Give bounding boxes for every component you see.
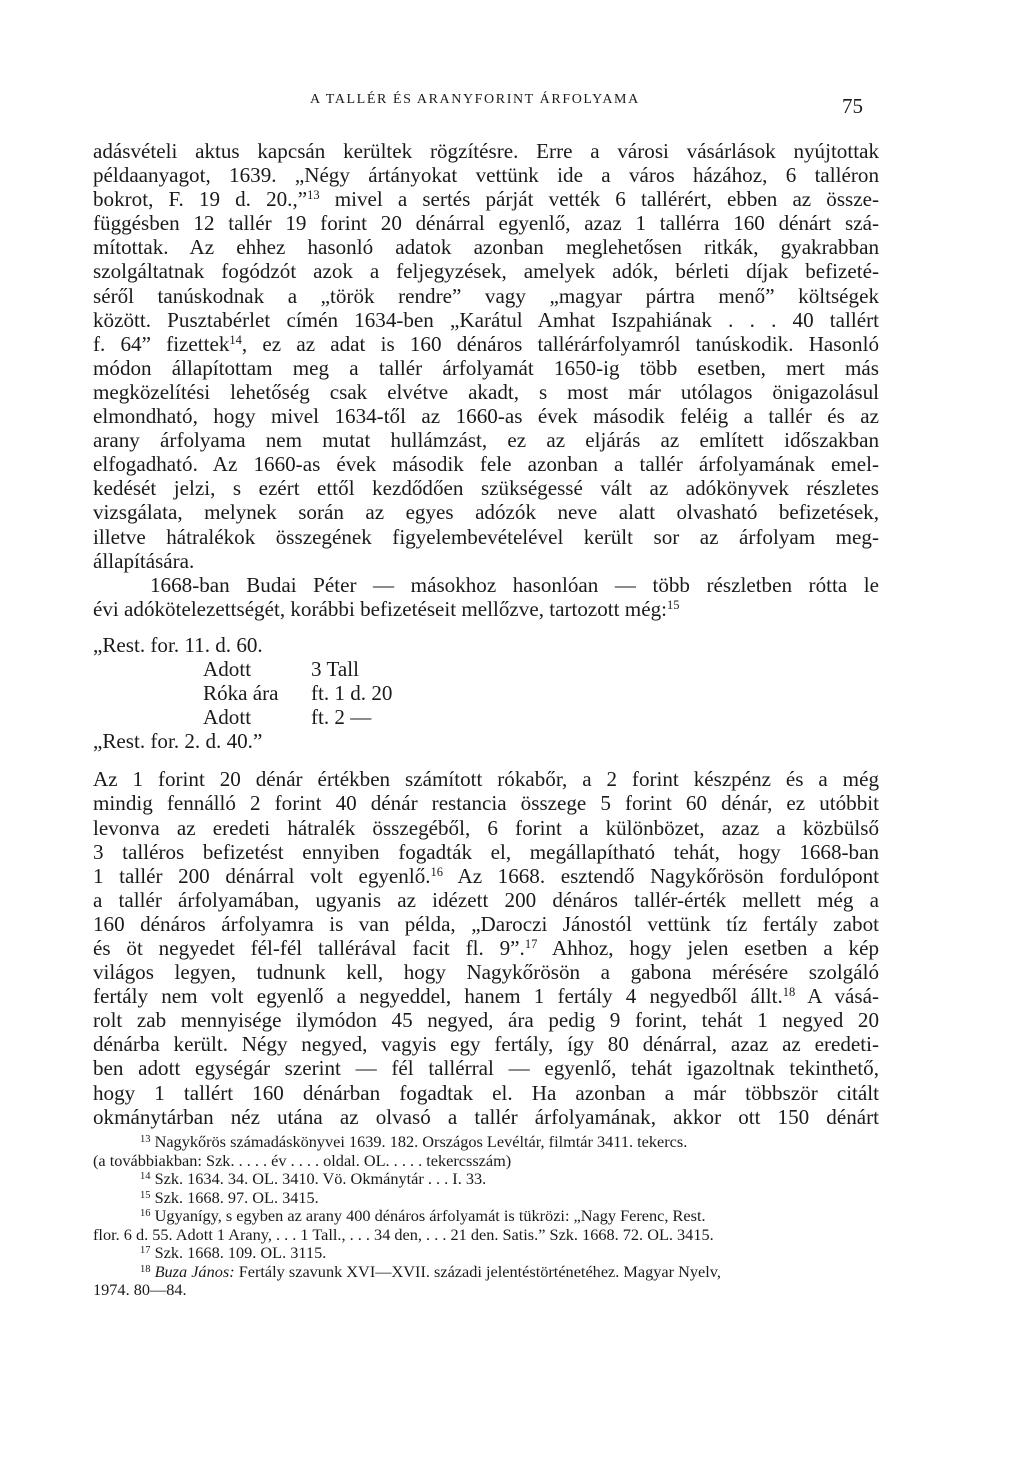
text-line [93, 597, 879, 621]
footnote-ref-16[interactable]: 16 [430, 864, 444, 879]
text-line: okmánytárban néz utána az olvasó a tallér árfolyamának, akkor ott 150 dénárt [93, 1104, 879, 1129]
footnote-13-cont: (a továbbiakban: Szk. . . . . év . . . . oldal. OL. . . . . tekercsszám) [93, 1150, 512, 1170]
footnote-ref-14[interactable]: 14 [229, 332, 242, 347]
text-line: levonva az eredeti hátralék összegéből, 6 forint a különbözet, azaz a közbülső [93, 815, 879, 840]
ledger-text: „Rest. for. 2. d. 40.” [93, 729, 263, 754]
text-line: módon állapítottam meg a tallér árfolyamát 1650-ig több esetben, mert más [93, 355, 879, 380]
text-span: Az 1668. esztendő Nagykőrösön fordulópont [443, 863, 879, 888]
footnote-text: Szk. 1668. 97. OL. 3415. [154, 1187, 319, 1207]
ledger-label: Adott [203, 705, 252, 730]
running-head: A TALLÉR ÉS ARANYFORINT ÁRFOLYAMA [310, 92, 640, 107]
footnotes [93, 1133, 879, 1300]
footnote-number: 14 [140, 1171, 151, 1182]
text-line: arany árfolyama nem mutat hullámzást, ez az eljárás az említett időszakban [93, 428, 879, 453]
text-line [93, 936, 879, 960]
text-span: mivel a sertés párját vették 6 tallérért, ebben az össze- [319, 187, 880, 212]
text-span: A vásá- [795, 984, 879, 1009]
text-line: állapítására. [93, 548, 195, 573]
footnote-14 [93, 1170, 879, 1189]
text-line: Az 1 forint 20 dénár értékben számított rókabőr, a 2 forint készpénz és a még [93, 767, 879, 792]
text-line: megközelítési lehetőség csak elvétve akadt, s most már utólagos önigazolásul [93, 379, 879, 404]
ledger-row [93, 681, 879, 705]
text-line: mítottak. Az ehhez hasonló adatok azonban meglehetősen ritkák, gyakrabban [93, 235, 879, 260]
footnote-13 [93, 1133, 879, 1152]
footnote-text: Szk. 1634. 34. OL. 3410. Vö. Okmánytár . . . I. 33. [154, 1169, 487, 1188]
text-line [93, 864, 879, 888]
footnote-text: Szk. 1668. 109. OL. 3115. [154, 1243, 327, 1262]
text-span: bokrot, F. 19 d. 20.,” [93, 187, 308, 212]
ledger-row [93, 729, 879, 753]
footnote-18-cont: 1974. 80—84. [93, 1280, 187, 1299]
footnote-number: 15 [140, 1189, 151, 1201]
text-line [93, 332, 879, 356]
footnote-18 [93, 1263, 879, 1282]
text-line: adásvételi aktus kapcsán kerültek rögzítésre. Erre a városi vásárlások nyújtottak [93, 139, 879, 163]
text-line: szolgáltatnak fogódzót azok a feljegyzések, amelyek adók, bérleti díjak befizeté- [93, 259, 879, 284]
text-line: vizsgálata, melynek során az egyes adózók neve alatt olvasható befizetések, [93, 500, 879, 525]
footnote-number: 13 [140, 1134, 151, 1145]
text-line: rolt zab mennyisége ilymódon 45 negyed, ára pedig 9 forint, tehát 1 negyed 20 [93, 1008, 879, 1033]
text-line: világos legyen, tudnunk kell, hogy Nagykőrösön a gabona mérésére szolgáló [93, 960, 879, 985]
text-span: fertály nem volt egyenlő a negyeddel, hanem 1 fertály 4 negyedből állt. [93, 984, 783, 1009]
text-line: példaanyagot, 1639. „Négy ártányokat vettünk ide a város házához, 6 talléron [93, 163, 879, 188]
footnote-ref-18[interactable]: 18 [782, 985, 796, 1000]
footnote-16-cont: flor. 6 d. 55. Adott 1 Arany, . . . 1 Tall., . . . 34 den, . . . 21 den. Satis.” Szk. 1668. 72. OL. 3415. [93, 1224, 714, 1244]
footnote-number: 17 [140, 1245, 151, 1256]
footnote-17 [93, 1244, 879, 1263]
ledger-quote [93, 633, 879, 753]
text-line [93, 187, 879, 211]
text-span: Ahhoz, hogy jelen esetben a kép [537, 936, 879, 960]
text-line [93, 984, 879, 1008]
footnote-15 [93, 1189, 879, 1208]
footnote-16 [93, 1207, 879, 1226]
text-line: 1668-ban Budai Péter — másokhoz hasonlóan — több részletben rótta le [150, 572, 879, 597]
text-line: dénárba került. Négy negyed, vagyis egy fertály, így 80 dénárral, azaz az eredeti- [93, 1032, 879, 1057]
text-line: mindig fennálló 2 forint 40 dénár restancia összege 5 forint 60 dénár, ez utóbbit [93, 791, 879, 816]
footnote-text: Ugyanígy, s egyben az arany 400 dénáros árfolyamát is tükrözi: „Nagy Ferenc, Rest. [154, 1206, 706, 1225]
footnote-ref-17[interactable]: 17 [524, 937, 538, 951]
text-span: évi adókötelezettségét, korábbi befizetéseit mellőzve, tartozott még: [93, 596, 667, 621]
footnote-ref-13[interactable]: 13 [307, 188, 320, 203]
text-line: a tallér árfolyamában, ugyanis az idézett 200 dénáros tallér-érték mellett még a [93, 887, 879, 912]
text-line: illetve hátralékok összegének figyelembevételével került sor az árfolyam meg- [93, 524, 879, 549]
text-line: ben adott egységár szerint — fél tallérral — egyenlő, tehát igazoltnak tekinthető, [93, 1056, 879, 1081]
text-line: 3 talléros befizetést ennyiben fogadták el, megállapítható tehát, hogy 1668-ban [93, 839, 879, 864]
text-span: 1 tallér 200 dénárral volt egyenlő. [93, 863, 431, 888]
ledger-text: „Rest. for. 11. d. 60. [93, 632, 263, 657]
footnote-author: Buza János: [154, 1261, 235, 1281]
ledger-value: ft. 2 — [311, 705, 372, 730]
footnote-number: 18 [140, 1263, 151, 1275]
text-line: kedését jelzi, s ezért ettől kezdődően szükségessé vált az adókönyvek részletes [93, 476, 879, 501]
ledger-row [93, 705, 879, 729]
text-line: elfogadható. Az 1660-as évek második fele azonban a tallér árfolyamának emel- [93, 452, 879, 477]
footnote-ref-15[interactable]: 15 [666, 597, 680, 612]
body-text [93, 139, 879, 1129]
text-line: elmondható, hogy mivel 1634-től az 1660-as évek második feléig a tallér és az [93, 404, 879, 429]
ledger-value: ft. 1 d. 20 [311, 681, 393, 706]
ledger-row [93, 633, 879, 657]
text-span: , ez az adat is 160 dénáros tallérárfolyamról tanúskodik. Hasonló [241, 331, 879, 356]
text-span: és öt negyedet fél-fél tallérával facit fl. 9”. [93, 936, 525, 960]
text-line: 160 dénáros árfolyamra is van példa, „Daroczi Jánostól vettünk tíz fertály zabot [93, 911, 879, 936]
footnote-text: Nagykőrös számadáskönyvei 1639. 182. Országos Levéltár, filmtár 3411. tekercs. [154, 1132, 688, 1151]
text-span: f. 64” fizettek [93, 331, 230, 356]
ledger-row [93, 657, 879, 681]
ledger-label: Róka ára [203, 681, 279, 706]
text-line: között. Pusztabérlet címén 1634-ben „Karátul Amhat Iszpahiának . . . 40 tallért [93, 307, 879, 332]
footnote-number: 16 [140, 1208, 151, 1219]
ledger-label: Adott [203, 656, 252, 681]
ledger-value: 3 Tall [311, 656, 359, 681]
text-line: hogy 1 tallért 160 dénárban fogadtak el. Ha azonban a már többször citált [93, 1080, 879, 1105]
text-line: séről tanúskodnak a „török rendre” vagy „magyar pártra menő” költségek [93, 283, 879, 308]
text-line: függésben 12 tallér 19 forint 20 dénárral egyenlő, azaz 1 tallérra 160 dénárt szá- [93, 211, 879, 236]
footnote-text: Fertály szavunk XVI—XVII. századi jelentéstörténetéhez. Magyar Nyelv, [234, 1261, 721, 1281]
page-number: 75 [842, 94, 863, 118]
